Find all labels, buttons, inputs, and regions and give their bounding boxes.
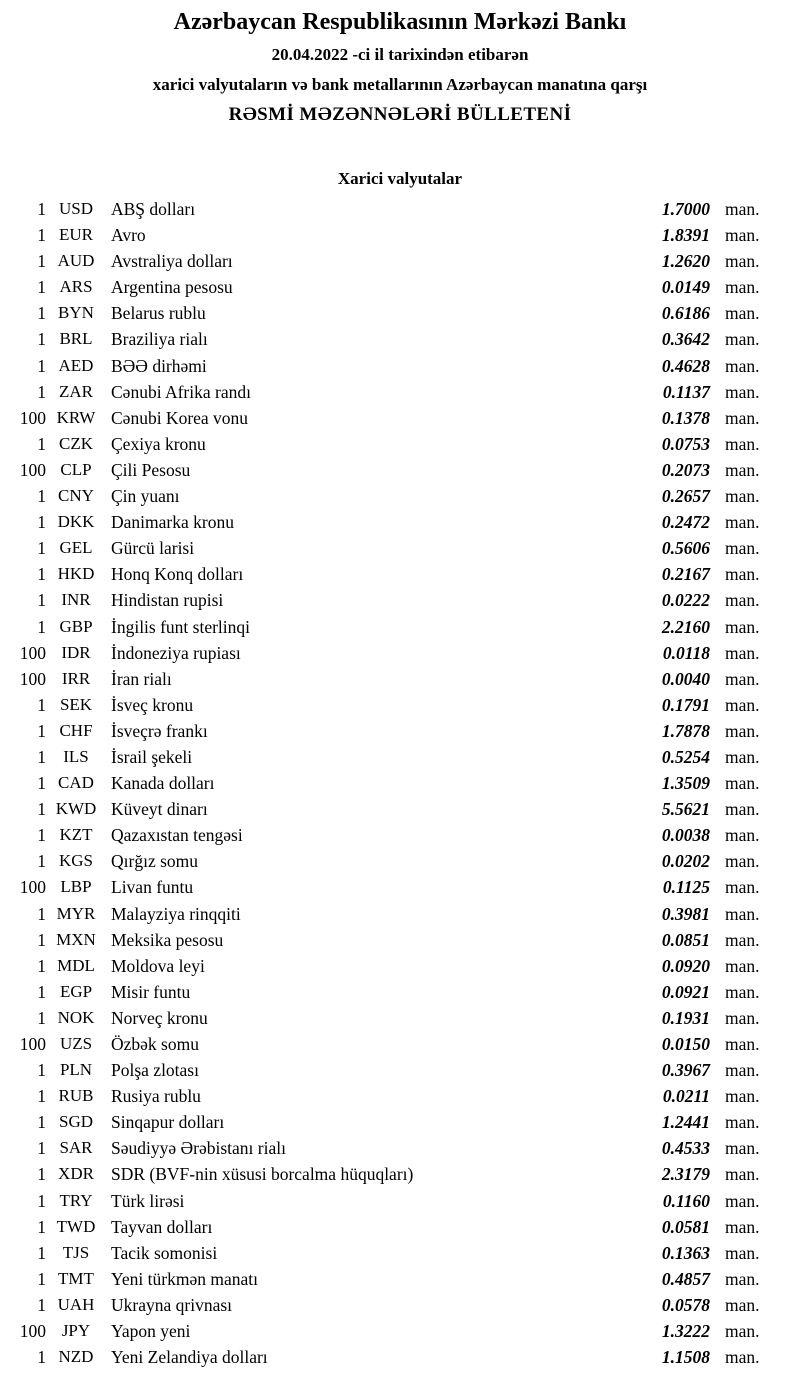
row-currency-code: DKK [57,512,95,532]
table-row [0,770,800,796]
table-row [0,718,800,744]
row-quantity: 1 [37,590,46,611]
row-currency-name: Yapon yeni [111,1321,191,1342]
row-rate: 0.0149 [661,277,710,298]
table-row [0,326,800,352]
row-currency-name: Rusiya rublu [111,1086,201,1107]
row-rate: 1.3509 [661,773,710,794]
row-currency-code: GEL [59,538,93,558]
table-row [0,979,800,1005]
bulletin-title: RƏSMİ MƏZƏNNƏLƏRİ BÜLLETENİ [228,104,572,125]
row-currency-code: TJS [62,1242,90,1262]
row-quantity: 100 [19,407,46,428]
row-currency-name: İndoneziya rupiası [111,642,241,663]
row-unit-label: man. [725,459,760,480]
row-rate: 0.1378 [661,407,710,428]
table-row [0,483,800,509]
row-rate: 1.2441 [661,1112,710,1133]
row-currency-name: Qırğız somu [111,851,199,872]
row-quantity: 1 [37,1007,46,1028]
row-currency-name: Cənubi Korea vonu [111,407,249,428]
row-currency-code: SGD [58,1112,93,1132]
table-row [0,405,800,431]
row-quantity: 1 [37,303,46,324]
row-quantity: 1 [37,199,46,219]
row-currency-code: TMT [58,1268,94,1288]
row-currency-code: MYR [56,903,96,923]
row-currency-name: Ukrayna qrivnası [111,1294,233,1315]
row-unit-label: man. [725,720,760,741]
row-quantity: 1 [37,1060,46,1081]
row-unit-label: man. [725,564,760,585]
table-row [0,1161,800,1187]
row-currency-name: İsrail şekeli [111,746,193,767]
row-currency-name: İngilis funt sterlinqi [111,616,251,637]
row-rate: 0.0753 [661,433,710,454]
row-currency-code: CNY [58,486,94,506]
table-row [0,274,800,300]
row-unit-label: man. [725,1321,760,1342]
row-unit-label: man. [725,251,760,272]
row-unit-label: man. [725,1294,760,1315]
row-quantity: 100 [19,668,46,689]
row-currency-code: NZD [58,1347,94,1367]
row-quantity: 1 [37,616,46,637]
row-rate: 1.3222 [661,1321,710,1342]
row-unit-label: man. [725,590,760,611]
row-currency-code: AUD [57,251,95,271]
row-currency-name: Meksika pesosu [111,929,224,950]
row-quantity: 1 [37,538,46,559]
row-currency-code: EGP [59,981,93,1001]
row-currency-code: ARS [59,277,93,297]
row-unit-label: man. [725,1190,760,1211]
row-rate: 0.1931 [661,1007,710,1028]
row-quantity: 1 [37,564,46,585]
row-unit-label: man. [725,668,760,689]
row-currency-code: CHF [59,720,93,740]
table-row [0,431,800,457]
row-quantity: 1 [37,355,46,376]
row-rate: 0.3981 [661,903,710,924]
row-unit-label: man. [725,1060,760,1081]
row-currency-code: TWD [56,1216,96,1236]
row-unit-label: man. [725,694,760,715]
row-quantity: 100 [19,642,46,663]
row-currency-code: UAH [57,1294,95,1314]
row-rate: 0.1137 [662,381,710,402]
row-currency-name: Küveyt dinarı [111,799,208,820]
table-row [0,901,800,927]
row-quantity: 1 [37,1086,46,1107]
row-rate: 0.0921 [661,981,710,1002]
row-rate: 0.2472 [661,512,710,533]
row-unit-label: man. [725,903,760,924]
table-row [0,587,800,613]
row-currency-code: GBP [59,616,93,636]
table-row [0,561,800,587]
row-quantity: 1 [37,251,46,272]
row-quantity: 1 [37,799,46,820]
row-quantity: 1 [37,1242,46,1263]
row-rate: 0.4857 [661,1268,710,1289]
row-currency-name: Gürcü larisi [111,538,195,559]
row-unit-label: man. [725,799,760,820]
table-row [0,927,800,953]
table-row [0,379,800,405]
row-rate: 2.3179 [661,1164,710,1185]
row-quantity: 1 [37,1294,46,1315]
row-rate: 0.0851 [661,929,710,950]
row-rate: 0.1125 [662,877,710,898]
row-quantity: 1 [37,433,46,454]
row-currency-name: Avro [111,225,146,246]
row-currency-name: Sinqapur dolları [111,1112,225,1133]
row-currency-code: INR [61,590,91,610]
row-currency-name: ABŞ dolları [111,199,196,219]
row-unit-label: man. [725,955,760,976]
row-quantity: 1 [37,225,46,246]
row-quantity: 1 [37,1268,46,1289]
row-rate: 0.4533 [661,1138,710,1159]
row-rate: 0.0150 [661,1034,710,1054]
table-row [0,1031,800,1057]
row-rate: 0.0038 [661,825,710,846]
row-rate: 0.5254 [661,746,710,767]
row-unit-label: man. [725,746,760,767]
table-row [0,744,800,770]
row-unit-label: man. [725,486,760,507]
row-currency-name: Tacik somonisi [111,1242,218,1263]
row-rate: 0.1791 [661,694,710,715]
row-currency-name: Norveç kronu [111,1007,208,1028]
row-quantity: 1 [37,903,46,924]
row-currency-name: Moldova leyi [111,955,205,976]
row-rate: 0.0040 [661,668,710,689]
row-unit-label: man. [725,1347,760,1368]
table-row [0,248,800,274]
row-unit-label: man. [725,329,760,350]
table-row [0,848,800,874]
table-row [0,874,800,900]
row-unit-label: man. [725,355,760,376]
table-row [0,1057,800,1083]
table-row [0,822,800,848]
row-unit-label: man. [725,538,760,559]
page-title: Azərbaycan Respublikasının Mərkəzi Bankı [173,9,627,35]
row-quantity: 1 [37,277,46,298]
table-row [0,1292,800,1318]
row-rate: 0.2657 [661,486,710,507]
table-row [0,1214,800,1240]
table-row [0,353,800,379]
row-quantity: 1 [37,1190,46,1211]
row-currency-name: Çexiya kronu [111,433,206,454]
row-currency-code: HKD [57,564,95,584]
row-rate: 1.1508 [661,1347,710,1368]
row-quantity: 1 [37,512,46,533]
table-row [0,796,800,822]
row-quantity: 1 [37,981,46,1002]
row-currency-name: Danimarka kronu [111,512,234,533]
row-currency-name: İsveçrə frankı [111,720,208,741]
row-quantity: 1 [37,1347,46,1368]
row-currency-code: BRL [59,329,93,349]
row-rate: 0.1363 [661,1242,710,1263]
row-rate: 0.6186 [661,303,710,324]
row-currency-name: Argentina pesosu [111,277,233,298]
row-rate: 0.0118 [662,642,710,663]
table-row [0,640,800,666]
row-currency-name: Livan funtu [111,877,194,898]
row-rate: 0.2167 [661,564,710,585]
row-quantity: 1 [37,851,46,872]
row-quantity: 1 [37,955,46,976]
row-unit-label: man. [725,433,760,454]
row-currency-code: XDR [58,1164,94,1184]
row-rate: 5.5621 [661,799,710,820]
row-rate: 0.5606 [661,538,710,559]
table-row [0,666,800,692]
row-rate: 0.0222 [661,590,710,611]
row-currency-code: UZS [59,1034,93,1053]
row-currency-code: KGS [58,851,93,871]
row-quantity: 100 [19,459,46,480]
row-currency-code: PLN [59,1060,93,1080]
row-rate: 0.4628 [661,355,710,376]
row-unit-label: man. [725,199,760,219]
effective-date-line: 20.04.2022 -ci il tarixindən etibarən [271,45,529,64]
header [0,0,800,127]
row-quantity: 100 [19,877,46,898]
table-row [0,300,800,326]
row-currency-name: Hindistan rupisi [111,590,224,611]
row-quantity: 100 [19,1321,46,1342]
table-row [0,1005,800,1031]
row-unit-label: man. [725,407,760,428]
row-currency-name: Çili Pesosu [111,459,191,480]
row-unit-label: man. [725,512,760,533]
row-currency-code: CLP [60,459,92,479]
row-unit-label: man. [725,825,760,846]
table-row [0,1318,800,1344]
table-row [0,457,800,483]
row-currency-name: İsveç kronu [111,694,194,715]
row-rate: 1.7878 [661,720,710,741]
row-currency-code: JPY [61,1321,91,1341]
row-quantity: 1 [37,773,46,794]
row-unit-label: man. [725,929,760,950]
table-row [0,1135,800,1161]
row-currency-code: LBP [60,877,92,897]
table-row [0,222,800,248]
row-currency-name: Özbək somu [111,1034,199,1054]
row-currency-name: Misir funtu [111,981,191,1002]
row-quantity: 1 [37,381,46,402]
row-currency-code: CZK [59,433,93,453]
row-unit-label: man. [725,303,760,324]
row-rate: 1.8391 [661,225,710,246]
row-unit-label: man. [725,381,760,402]
table-row [0,692,800,718]
row-currency-code: KZT [59,825,93,845]
row-quantity: 1 [37,694,46,715]
row-currency-name: Yeni Zelandiya dolları [111,1347,268,1368]
row-quantity: 1 [37,720,46,741]
row-unit-label: man. [725,877,760,898]
row-currency-name: Malayziya rinqqiti [111,903,241,924]
row-quantity: 1 [37,329,46,350]
table-row [0,509,800,535]
row-unit-label: man. [725,1112,760,1133]
table-row [0,196,800,222]
row-rate: 1.2620 [661,251,710,272]
row-unit-label: man. [725,1086,760,1107]
row-currency-name: BƏƏ dirhəmi [111,355,207,376]
table-row [0,1240,800,1266]
row-currency-name: Türk lirəsi [111,1190,185,1211]
row-quantity: 1 [37,1164,46,1185]
row-rate: 0.2073 [661,459,710,480]
row-currency-code: MXN [56,929,96,949]
row-quantity: 1 [37,1216,46,1237]
row-currency-name: Polşa zlotası [111,1060,199,1081]
row-currency-name: Yeni türkmən manatı [111,1268,258,1289]
subtitle-line: xarici valyutaların və bank metallarının Azərbaycan manatına qarşı [152,75,648,94]
table-row [0,1109,800,1135]
row-currency-code: CAD [58,773,94,793]
row-unit-label: man. [725,1034,760,1054]
table-row [0,1083,800,1109]
row-currency-name: Tayvan dolları [111,1216,213,1237]
row-unit-label: man. [725,225,760,246]
row-currency-name: Honq Konq dolları [111,564,244,585]
row-rate: 0.0920 [661,955,710,976]
row-currency-name: Avstraliya dolları [111,251,233,272]
row-currency-name: Kanada dolları [111,773,215,794]
row-unit-label: man. [725,851,760,872]
row-unit-label: man. [725,1007,760,1028]
row-unit-label: man. [725,1138,760,1159]
row-quantity: 1 [37,746,46,767]
row-unit-label: man. [725,981,760,1002]
row-unit-label: man. [725,773,760,794]
row-currency-code: IDR [61,642,91,662]
row-rate: 0.0578 [661,1294,710,1315]
row-currency-code: SAR [59,1138,93,1158]
row-currency-code: KWD [55,799,97,819]
row-currency-name: Cənubi Afrika randı [111,381,251,402]
row-currency-code: ZAR [59,381,93,401]
row-rate: 2.2160 [661,616,710,637]
row-currency-code: MDL [57,955,95,975]
row-rate: 0.0581 [661,1216,710,1237]
row-quantity: 1 [37,825,46,846]
row-rate: 0.0211 [662,1086,710,1107]
row-currency-name: Qazaxıstan tengəsi [111,825,243,846]
currency-table [0,196,800,1370]
row-currency-code: EUR [59,225,93,245]
row-quantity: 100 [19,1034,46,1054]
row-rate: 0.3967 [661,1060,710,1081]
row-currency-name: Belarus rublu [111,303,206,324]
row-currency-code: SEK [59,694,93,714]
row-unit-label: man. [725,277,760,298]
row-rate: 0.1160 [662,1190,710,1211]
row-unit-label: man. [725,1216,760,1237]
row-currency-code: IRR [61,668,91,688]
row-unit-label: man. [725,1164,760,1185]
row-currency-code: NOK [57,1007,95,1027]
row-currency-code: USD [58,199,93,218]
row-quantity: 1 [37,1138,46,1159]
table-row [0,535,800,561]
row-quantity: 1 [37,929,46,950]
row-currency-name: Səudiyyə Ərəbistanı rialı [111,1138,286,1159]
table-row [0,1344,800,1370]
row-currency-code: ILS [63,746,89,766]
row-unit-label: man. [725,616,760,637]
row-rate: 0.3642 [661,329,710,350]
row-rate: 0.0202 [661,851,710,872]
row-unit-label: man. [725,1268,760,1289]
row-currency-code: RUB [58,1086,94,1106]
row-currency-code: AED [58,355,94,375]
row-currency-name: Çin yuanı [111,486,180,507]
row-unit-label: man. [725,642,760,663]
row-currency-name: Braziliya rialı [111,329,208,350]
row-rate: 1.7000 [661,199,710,219]
row-currency-name: SDR (BVF-nin xüsusi borcalma hüquqları) [111,1164,414,1185]
row-currency-code: KRW [56,407,96,427]
row-currency-code: TRY [59,1190,93,1210]
table-row [0,614,800,640]
section-title: Xarici valyutalar [337,169,463,188]
row-unit-label: man. [725,1242,760,1263]
table-row [0,1188,800,1214]
row-quantity: 1 [37,486,46,507]
table-row [0,1266,800,1292]
row-quantity: 1 [37,1112,46,1133]
row-currency-name: İran rialı [111,668,172,689]
table-row [0,953,800,979]
row-currency-code: BYN [58,303,94,323]
